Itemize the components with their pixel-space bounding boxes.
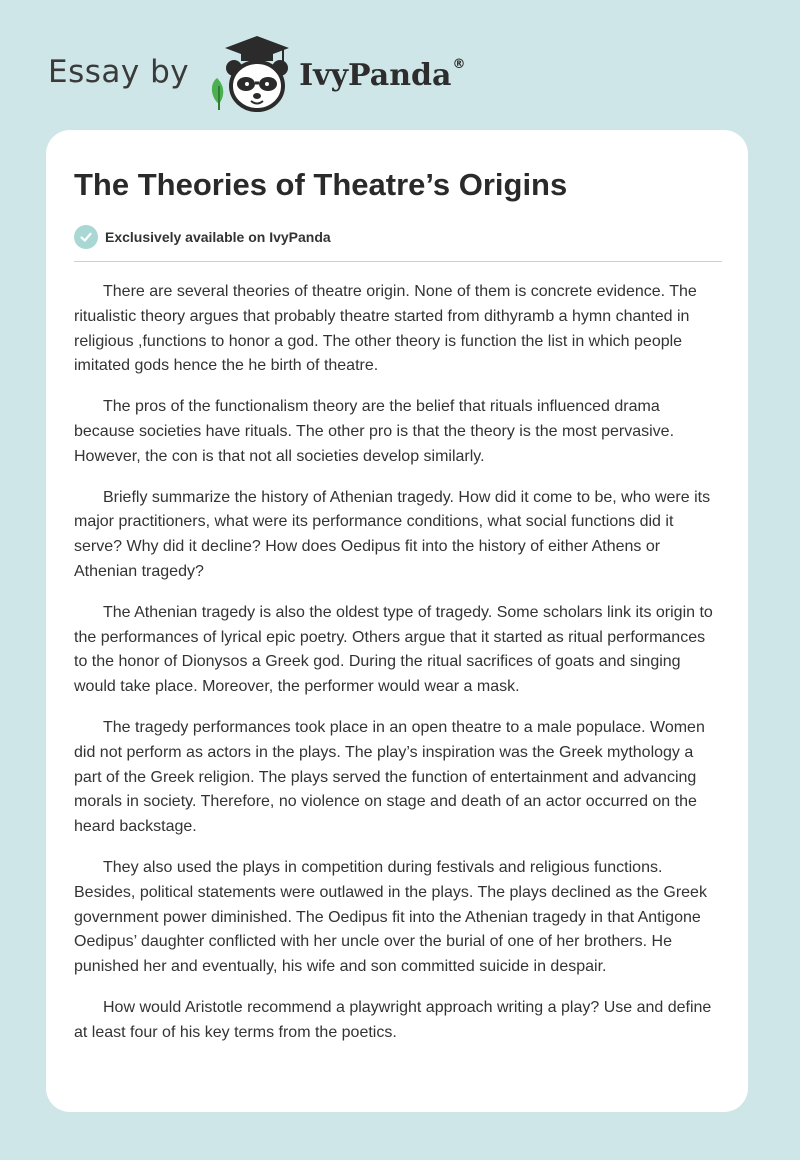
paragraph: There are several theories of theatre origin. None of them is concrete evidence. The ritualistic theory argues that probably theatre started from dithyramb a hymn chanted in religious ,functions to honor a god. The other theory is function the list in which people imitated gods hence the he birth of theatre. — [74, 283, 697, 375]
paragraph: Briefly summarize the history of Athenian tragedy. How did it come to be, who were its major practitioners, what were its performance conditions, what social functions did it serve? Why did it decline? How does Oedipus fit into the history of either Athens or Athenian tragedy? — [74, 488, 711, 580]
essay-card — [46, 130, 748, 1112]
essay-body — [74, 280, 722, 1046]
essay-title: The Theories of Theatre’s Origins — [74, 167, 568, 202]
check-icon — [74, 225, 98, 249]
panda-logo-icon[interactable] — [203, 34, 293, 114]
essay-by-label: Essay by — [48, 54, 190, 90]
registered-mark: ® — [452, 56, 466, 72]
brand-name[interactable] — [299, 58, 465, 93]
paragraph: The pros of the functionalism theory are the belief that rituals influenced drama because societies have rituals. The other pro is that the theory is the most pervasive. However, the con is that not all societies develop similarly. — [74, 398, 675, 465]
paragraph: The Athenian tragedy is also the oldest type of tragedy. Some scholars link its origin to the performances of lyrical epic poetry. Others argue that it started as ritual performances to the honor of Dionysos a Greek god. During the ritual sacrifices of goats and singing would take place. Moreover, the performer would wear a mask. — [74, 603, 713, 696]
paragraph: They also used the plays in competition during festivals and religious functions. Besides, political statements were outlawed in the plays. The plays declined as the Greek government power diminished. The Oedipus fit into the Athenian tragedy in that Antigone Oedipus’ daughter conflicted with her uncle over the burial of one of her brothers. He punished her and eventually, his wife and son committed suicide in despair. — [74, 858, 707, 976]
paragraph: How would Aristotle recommend a playwright approach writing a play? Use and define at least four of his key terms from the poetics. — [74, 998, 712, 1041]
exclusive-badge-label: Exclusively available on IvyPanda — [105, 229, 331, 245]
brand-name-text: IvyPanda — [299, 57, 452, 93]
exclusive-badge — [74, 225, 722, 249]
divider — [74, 261, 722, 262]
paragraph: The tragedy performances took place in an open theatre to a male populace. Women did not perform as actors in the plays. The play’s inspiration was the Greek mythology a part of the Greek religion. The plays served the function of entertainment and advancing morals in society. Therefore, no violence on stage and death of an actor occurred on the heard backstage. — [74, 718, 705, 836]
site-header — [48, 34, 465, 114]
